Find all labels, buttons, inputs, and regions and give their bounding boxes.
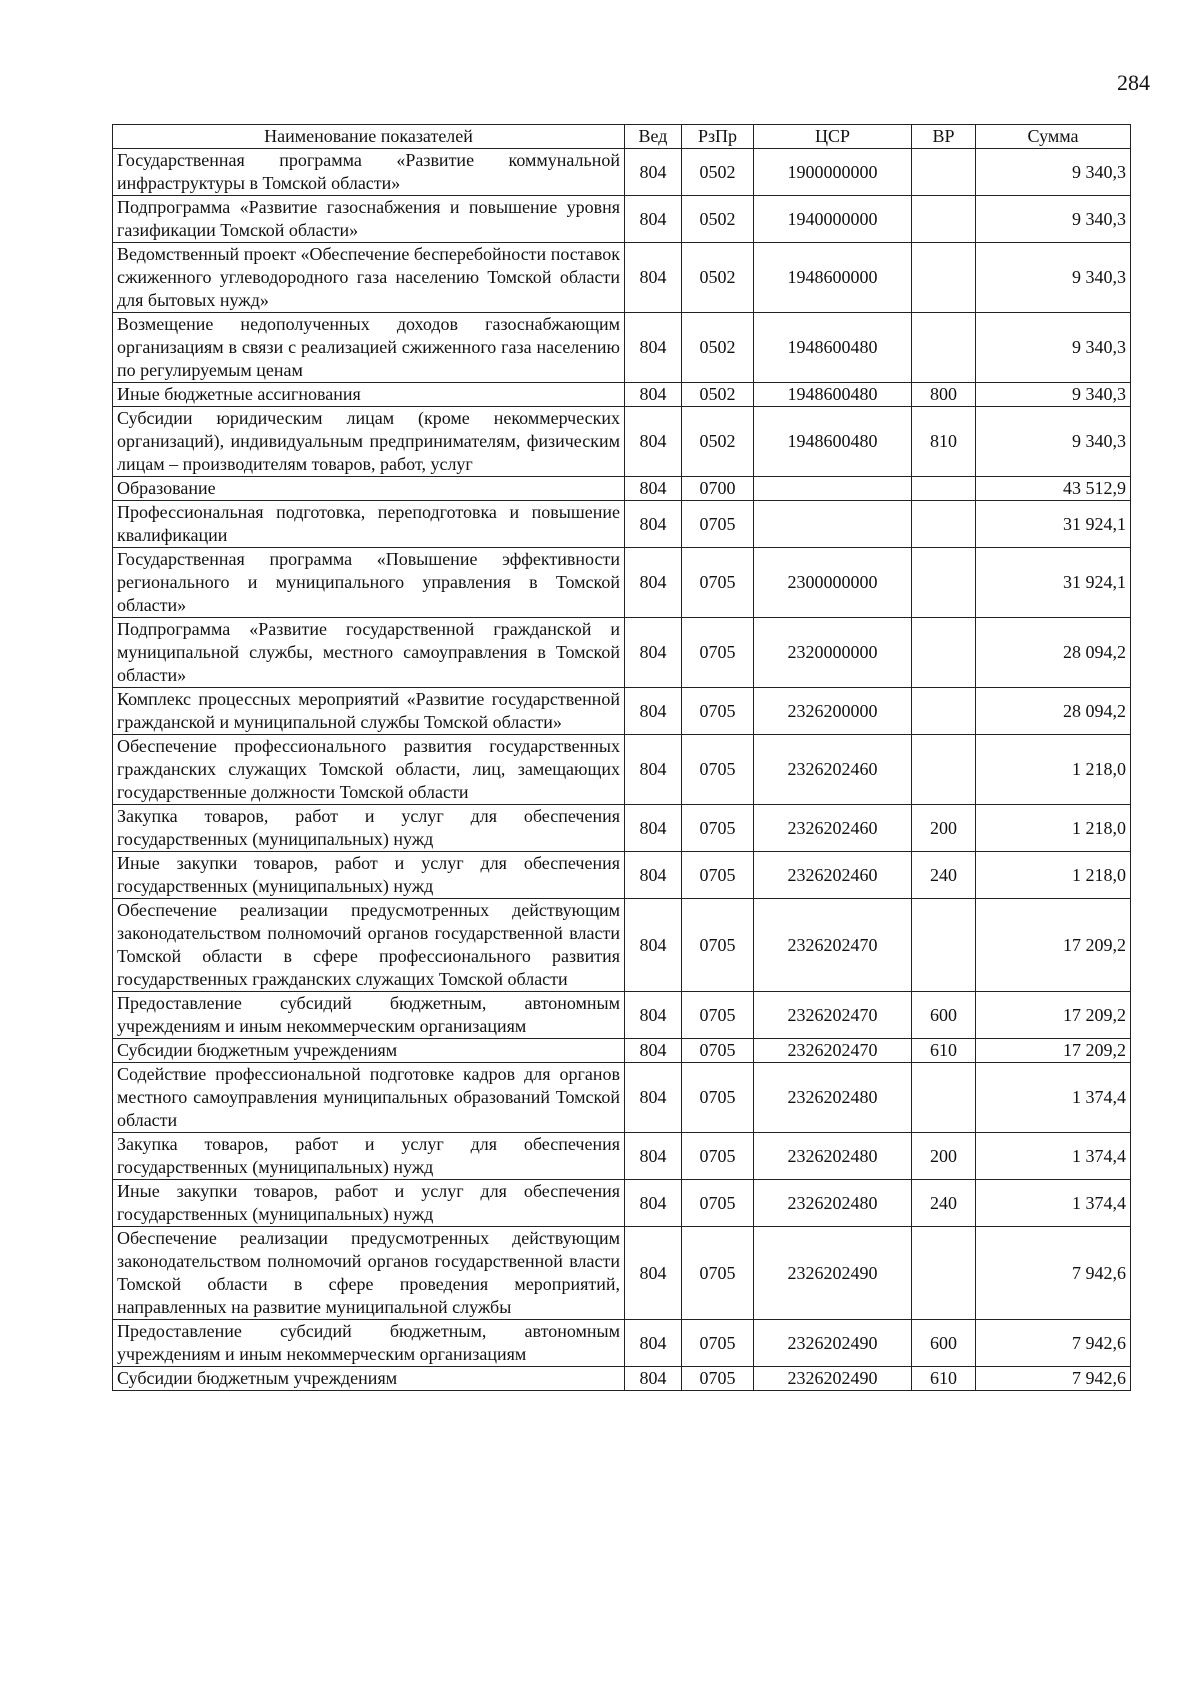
cell-vr <box>912 548 976 618</box>
cell-sum: 7 942,6 <box>976 1227 1131 1320</box>
cell-sum: 17 209,2 <box>976 1039 1131 1063</box>
cell-name: Профессиональная подготовка, переподготовка и повышение квалификации <box>113 501 625 548</box>
page-number: 284 <box>1117 70 1150 95</box>
cell-sum: 31 924,1 <box>976 501 1131 548</box>
cell-sum: 9 340,3 <box>976 383 1131 407</box>
cell-vr <box>912 1063 976 1133</box>
cell-csr: 2326202460 <box>754 805 912 852</box>
cell-csr <box>754 477 912 501</box>
table-row <box>113 992 1131 1039</box>
cell-csr: 1900000000 <box>754 149 912 196</box>
cell-sum: 28 094,2 <box>976 618 1131 688</box>
cell-name: Предоставление субсидий бюджетным, автономным учреждениям и иным некоммерческим организациям <box>113 1320 625 1367</box>
table-row <box>113 383 1131 407</box>
cell-rzpr: 0705 <box>682 1133 754 1180</box>
cell-ved: 804 <box>625 1133 682 1180</box>
cell-sum: 1 374,4 <box>976 1063 1131 1133</box>
cell-ved: 804 <box>625 735 682 805</box>
cell-ved: 804 <box>625 618 682 688</box>
cell-name: Обеспечение реализации предусмотренных действующим законодательством полномочий органов государственной власти Томской области в сфере профессионального развития государственных гражданских служащих Томской области <box>113 899 625 992</box>
cell-vr <box>912 618 976 688</box>
cell-ved: 804 <box>625 548 682 618</box>
cell-rzpr: 0705 <box>682 1063 754 1133</box>
cell-csr: 2326202490 <box>754 1320 912 1367</box>
table-row <box>113 1227 1131 1320</box>
cell-csr: 1948600480 <box>754 313 912 383</box>
cell-sum: 1 218,0 <box>976 735 1131 805</box>
cell-vr: 800 <box>912 383 976 407</box>
table-row <box>113 805 1131 852</box>
table-row <box>113 196 1131 243</box>
cell-vr <box>912 501 976 548</box>
cell-ved: 804 <box>625 407 682 477</box>
cell-name: Предоставление субсидий бюджетным, автономным учреждениям и иным некоммерческим организациям <box>113 992 625 1039</box>
cell-vr <box>912 735 976 805</box>
table-row <box>113 735 1131 805</box>
cell-rzpr: 0502 <box>682 313 754 383</box>
table-row <box>113 501 1131 548</box>
cell-ved: 804 <box>625 899 682 992</box>
cell-name: Иные закупки товаров, работ и услуг для обеспечения государственных (муниципальных) нужд <box>113 1180 625 1227</box>
cell-rzpr: 0502 <box>682 407 754 477</box>
cell-rzpr: 0705 <box>682 548 754 618</box>
cell-sum: 1 374,4 <box>976 1133 1131 1180</box>
cell-vr <box>912 477 976 501</box>
cell-ved: 804 <box>625 149 682 196</box>
cell-rzpr: 0705 <box>682 1180 754 1227</box>
cell-csr: 1948600480 <box>754 407 912 477</box>
cell-ved: 804 <box>625 992 682 1039</box>
cell-vr <box>912 899 976 992</box>
cell-sum: 28 094,2 <box>976 688 1131 735</box>
cell-rzpr: 0502 <box>682 243 754 313</box>
cell-name: Образование <box>113 477 625 501</box>
cell-sum: 1 218,0 <box>976 852 1131 899</box>
cell-vr: 200 <box>912 1133 976 1180</box>
cell-ved: 804 <box>625 243 682 313</box>
cell-ved: 804 <box>625 383 682 407</box>
cell-rzpr: 0705 <box>682 1367 754 1391</box>
cell-name: Подпрограмма «Развитие государственной гражданской и муниципальной службы, местного самоуправления в Томской области» <box>113 618 625 688</box>
header-csr: ЦСР <box>754 125 912 149</box>
cell-csr: 2326202460 <box>754 735 912 805</box>
cell-sum: 7 942,6 <box>976 1367 1131 1391</box>
table-row <box>113 1180 1131 1227</box>
cell-rzpr: 0705 <box>682 735 754 805</box>
cell-csr: 2326202460 <box>754 852 912 899</box>
cell-vr <box>912 196 976 243</box>
cell-sum: 43 512,9 <box>976 477 1131 501</box>
cell-ved: 804 <box>625 1320 682 1367</box>
cell-name: Субсидии бюджетным учреждениям <box>113 1367 625 1391</box>
cell-rzpr: 0502 <box>682 149 754 196</box>
cell-vr: 200 <box>912 805 976 852</box>
header-ved: Вед <box>625 125 682 149</box>
table-row <box>113 149 1131 196</box>
cell-vr <box>912 688 976 735</box>
table-header-row <box>113 125 1131 149</box>
table-row <box>113 852 1131 899</box>
cell-name: Субсидии бюджетным учреждениям <box>113 1039 625 1063</box>
cell-csr: 2326202480 <box>754 1133 912 1180</box>
cell-sum: 9 340,3 <box>976 149 1131 196</box>
cell-name: Содействие профессиональной подготовке кадров для органов местного самоуправления муниципальных образований Томской области <box>113 1063 625 1133</box>
cell-name: Ведомственный проект «Обеспечение бесперебойности поставок сжиженного углеводородного газа населению Томской области для бытовых нужд» <box>113 243 625 313</box>
cell-name: Субсидии юридическим лицам (кроме некоммерческих организаций), индивидуальным предпринимателям, физическим лицам – производителям товаров, работ, услуг <box>113 407 625 477</box>
cell-sum: 9 340,3 <box>976 196 1131 243</box>
cell-vr: 610 <box>912 1367 976 1391</box>
cell-vr: 810 <box>912 407 976 477</box>
header-name: Наименование показателей <box>113 125 625 149</box>
cell-csr: 1948600480 <box>754 383 912 407</box>
cell-name: Комплекс процессных мероприятий «Развитие государственной гражданской и муниципальной службы Томской области» <box>113 688 625 735</box>
cell-ved: 804 <box>625 805 682 852</box>
cell-vr: 600 <box>912 1320 976 1367</box>
cell-ved: 804 <box>625 852 682 899</box>
header-sum: Сумма <box>976 125 1131 149</box>
cell-sum: 9 340,3 <box>976 243 1131 313</box>
cell-vr: 240 <box>912 852 976 899</box>
cell-sum: 9 340,3 <box>976 313 1131 383</box>
cell-sum: 1 374,4 <box>976 1180 1131 1227</box>
cell-sum: 1 218,0 <box>976 805 1131 852</box>
header-rzpr: РзПр <box>682 125 754 149</box>
cell-name: Закупка товаров, работ и услуг для обеспечения государственных (муниципальных) нужд <box>113 1133 625 1180</box>
cell-ved: 804 <box>625 501 682 548</box>
table-row <box>113 1039 1131 1063</box>
cell-csr: 2326202470 <box>754 992 912 1039</box>
cell-name: Государственная программа «Повышение эффективности регионального и муниципального управления в Томской области» <box>113 548 625 618</box>
table-row <box>113 313 1131 383</box>
cell-csr <box>754 501 912 548</box>
cell-csr: 2326200000 <box>754 688 912 735</box>
table-row <box>113 1133 1131 1180</box>
cell-name: Закупка товаров, работ и услуг для обеспечения государственных (муниципальных) нужд <box>113 805 625 852</box>
cell-name: Возмещение недополученных доходов газоснабжающим организациям в связи с реализацией сжиженного газа населению по регулируемым ценам <box>113 313 625 383</box>
budget-table <box>112 124 1131 1391</box>
cell-ved: 804 <box>625 1227 682 1320</box>
cell-name: Обеспечение профессионального развития государственных гражданских служащих Томской области, лиц, замещающих государственные должности Томской области <box>113 735 625 805</box>
cell-sum: 17 209,2 <box>976 992 1131 1039</box>
cell-name: Подпрограмма «Развитие газоснабжения и повышение уровня газификации Томской области» <box>113 196 625 243</box>
cell-ved: 804 <box>625 1039 682 1063</box>
cell-rzpr: 0705 <box>682 805 754 852</box>
cell-csr: 2326202480 <box>754 1063 912 1133</box>
table-row <box>113 688 1131 735</box>
cell-csr: 2326202480 <box>754 1180 912 1227</box>
cell-sum: 17 209,2 <box>976 899 1131 992</box>
table-row <box>113 243 1131 313</box>
cell-rzpr: 0705 <box>682 1039 754 1063</box>
table-row <box>113 1320 1131 1367</box>
table-row <box>113 548 1131 618</box>
cell-csr: 1940000000 <box>754 196 912 243</box>
cell-csr: 1948600000 <box>754 243 912 313</box>
cell-rzpr: 0705 <box>682 501 754 548</box>
cell-csr: 2326202470 <box>754 1039 912 1063</box>
cell-rzpr: 0705 <box>682 992 754 1039</box>
cell-rzpr: 0705 <box>682 1227 754 1320</box>
table-row <box>113 407 1131 477</box>
cell-csr: 2326202470 <box>754 899 912 992</box>
cell-csr: 2326202490 <box>754 1367 912 1391</box>
table-row <box>113 618 1131 688</box>
cell-vr: 610 <box>912 1039 976 1063</box>
cell-rzpr: 0705 <box>682 899 754 992</box>
cell-rzpr: 0705 <box>682 852 754 899</box>
cell-rzpr: 0502 <box>682 383 754 407</box>
cell-ved: 804 <box>625 1063 682 1133</box>
cell-ved: 804 <box>625 313 682 383</box>
cell-rzpr: 0502 <box>682 196 754 243</box>
cell-name: Обеспечение реализации предусмотренных действующим законодательством полномочий органов государственной власти Томской области в сфере проведения мероприятий, направленных на развитие муниципальной службы <box>113 1227 625 1320</box>
table-row <box>113 477 1131 501</box>
cell-rzpr: 0700 <box>682 477 754 501</box>
cell-rzpr: 0705 <box>682 688 754 735</box>
cell-sum: 9 340,3 <box>976 407 1131 477</box>
cell-vr <box>912 149 976 196</box>
cell-vr <box>912 1227 976 1320</box>
cell-vr: 240 <box>912 1180 976 1227</box>
cell-ved: 804 <box>625 1180 682 1227</box>
cell-vr: 600 <box>912 992 976 1039</box>
table-row <box>113 899 1131 992</box>
cell-name: Иные закупки товаров, работ и услуг для обеспечения государственных (муниципальных) нужд <box>113 852 625 899</box>
cell-vr <box>912 313 976 383</box>
cell-ved: 804 <box>625 1367 682 1391</box>
cell-name: Государственная программа «Развитие коммунальной инфраструктуры в Томской области» <box>113 149 625 196</box>
cell-sum: 31 924,1 <box>976 548 1131 618</box>
cell-ved: 804 <box>625 688 682 735</box>
table-row <box>113 1063 1131 1133</box>
cell-ved: 804 <box>625 477 682 501</box>
cell-sum: 7 942,6 <box>976 1320 1131 1367</box>
cell-csr: 2320000000 <box>754 618 912 688</box>
header-vr: ВР <box>912 125 976 149</box>
table-body <box>113 149 1131 1391</box>
cell-rzpr: 0705 <box>682 618 754 688</box>
cell-rzpr: 0705 <box>682 1320 754 1367</box>
table-row <box>113 1367 1131 1391</box>
cell-vr <box>912 243 976 313</box>
cell-csr: 2326202490 <box>754 1227 912 1320</box>
cell-csr: 2300000000 <box>754 548 912 618</box>
cell-ved: 804 <box>625 196 682 243</box>
cell-name: Иные бюджетные ассигнования <box>113 383 625 407</box>
